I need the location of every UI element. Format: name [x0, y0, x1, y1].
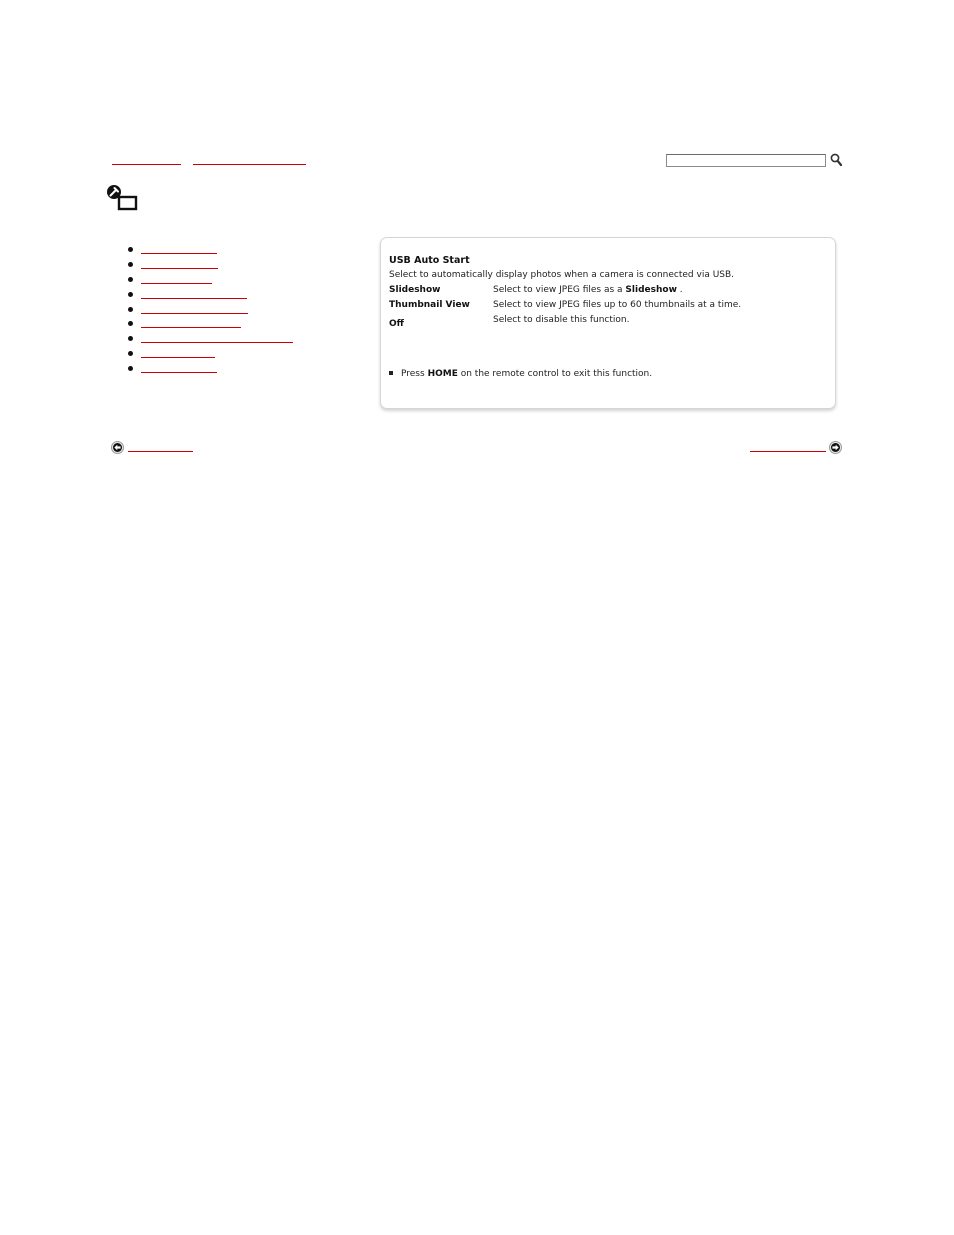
search-input[interactable] — [666, 154, 826, 167]
panel-description: Select to automatically display photos when a camera is connected via USB. — [389, 270, 735, 280]
search-icon — [830, 153, 843, 167]
search-button[interactable] — [830, 153, 843, 167]
sidebar-link[interactable] — [141, 253, 217, 254]
bullet — [128, 262, 133, 267]
bullet — [128, 277, 133, 282]
bullet — [128, 366, 133, 371]
breadcrumb-link-2[interactable] — [193, 161, 306, 165]
next-page-link[interactable] — [750, 451, 826, 452]
settings-icon — [106, 184, 140, 214]
note: Press HOME on the remote control to exit this function. — [389, 369, 652, 379]
sidebar-link[interactable] — [141, 298, 247, 299]
panel-title: USB Auto Start — [389, 255, 470, 266]
prev-page-link[interactable] — [128, 451, 193, 452]
sidebar-link[interactable] — [141, 342, 293, 343]
bullet — [128, 336, 133, 341]
breadcrumb-link-1[interactable] — [112, 161, 181, 165]
sidebar-link[interactable] — [141, 313, 248, 314]
bullet — [128, 321, 133, 326]
arrow-right-icon[interactable] — [829, 441, 842, 454]
arrow-left-icon[interactable] — [111, 441, 124, 454]
content-panel — [380, 237, 836, 409]
option-description: Select to disable this function. — [493, 315, 630, 325]
bullet — [128, 292, 133, 297]
sidebar-link[interactable] — [141, 357, 215, 358]
bullet — [128, 351, 133, 356]
sidebar-link[interactable] — [141, 327, 241, 328]
option-description: Select to view JPEG files up to 60 thumbnails at a time. — [493, 300, 742, 310]
sidebar-link[interactable] — [141, 372, 217, 373]
option-label: Off — [389, 319, 404, 329]
note-bullet — [389, 371, 393, 375]
bullet — [128, 307, 133, 312]
option-label: Slideshow — [389, 285, 441, 295]
option-label: Thumbnail View — [389, 300, 470, 310]
bullet — [128, 247, 133, 252]
option-description: Select to view JPEG files as a Slideshow . — [493, 285, 683, 295]
sidebar-link[interactable] — [141, 268, 218, 269]
sidebar-link[interactable] — [141, 283, 212, 284]
